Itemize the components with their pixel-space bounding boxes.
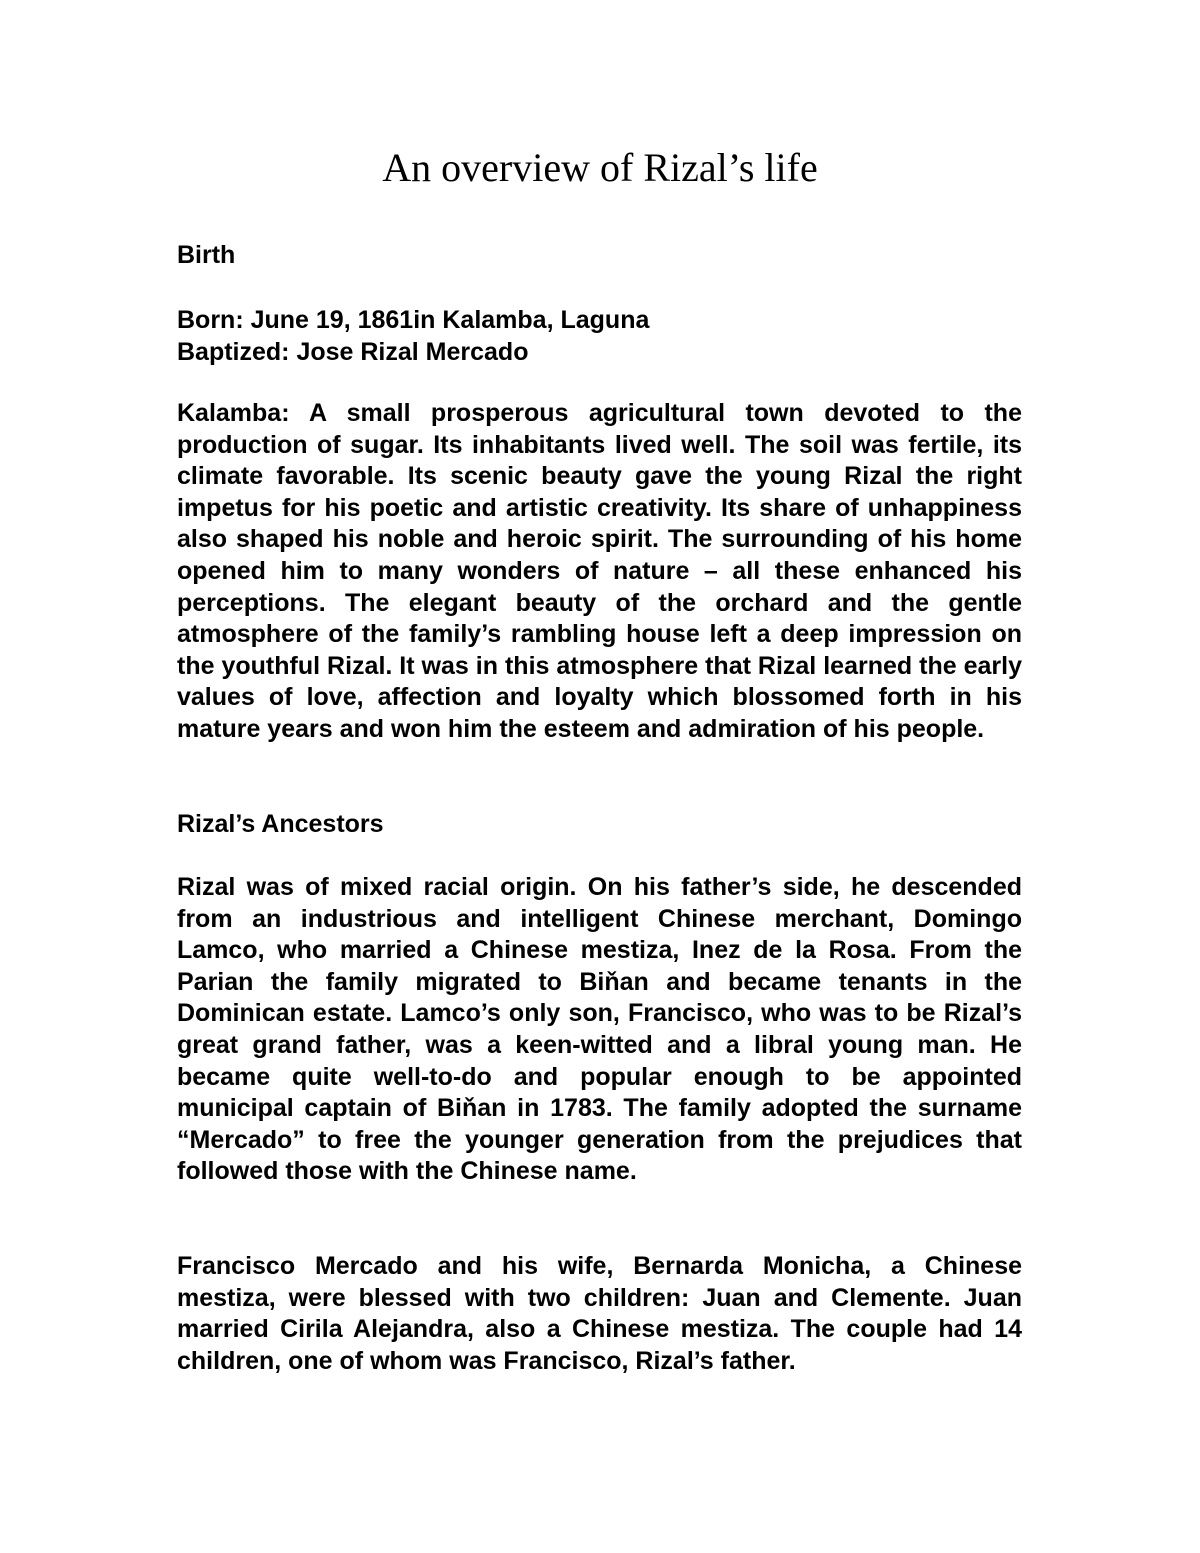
- ancestors-paragraph-2: Francisco Mercado and his wife, Bernarda Monicha, a Chinese mestiza, were blessed with two children: Juan and Clemente. Juan married Cirila Alejandra, also a Chinese mestiza. The couple had 14 children, one of whom was Francisco, Rizal’s father.: [177, 1252, 1022, 1375]
- page-title: An overview of Rizal’s life: [382, 145, 818, 190]
- birth-heading: Birth: [177, 241, 236, 269]
- baptized-line: Baptized: Jose Rizal Mercado: [177, 338, 529, 366]
- born-line: Born: June 19, 1861in Kalamba, Laguna: [177, 306, 650, 334]
- kalamba-paragraph: Kalamba: A small prosperous agricultural town devoted to the production of sugar. Its inhabitants lived well. The soil was fertile, its climate favorable. Its scenic beauty gave the young Rizal the right impetus for his poetic and artistic creativity. Its share of unhappiness also shaped his noble and heroic spirit. The surrounding of his home opened him to many wonders of nature – all these enhanced his perceptions. The elegant beauty of the orchard and the gentle atmosphere of the family’s rambling house left a deep impression on the youthful Rizal. It was in this atmosphere that Rizal learned the early values of love, affection and loyalty which blossomed forth in his mature years and won him the esteem and admiration of his people.: [177, 399, 1022, 743]
- ancestors-heading: Rizal’s Ancestors: [177, 810, 384, 838]
- ancestors-paragraph-1: Rizal was of mixed racial origin. On his father’s side, he descended from an industrious and intelligent Chinese merchant, Domingo Lamco, who married a Chinese mestiza, Inez de la Rosa. From the Parian the family migrated to Biňan and became tenants in the Dominican estate. Lamco’s only son, Francisco, who was to be Rizal’s great grand father, was a keen-witted and a libral young man. He became quite well-to-do and popular enough to be appointed municipal captain of Biňan in 1783. The family adopted the surname “Mercado” to free the younger generation from the prejudices that followed those with the Chinese name.: [177, 873, 1022, 1186]
